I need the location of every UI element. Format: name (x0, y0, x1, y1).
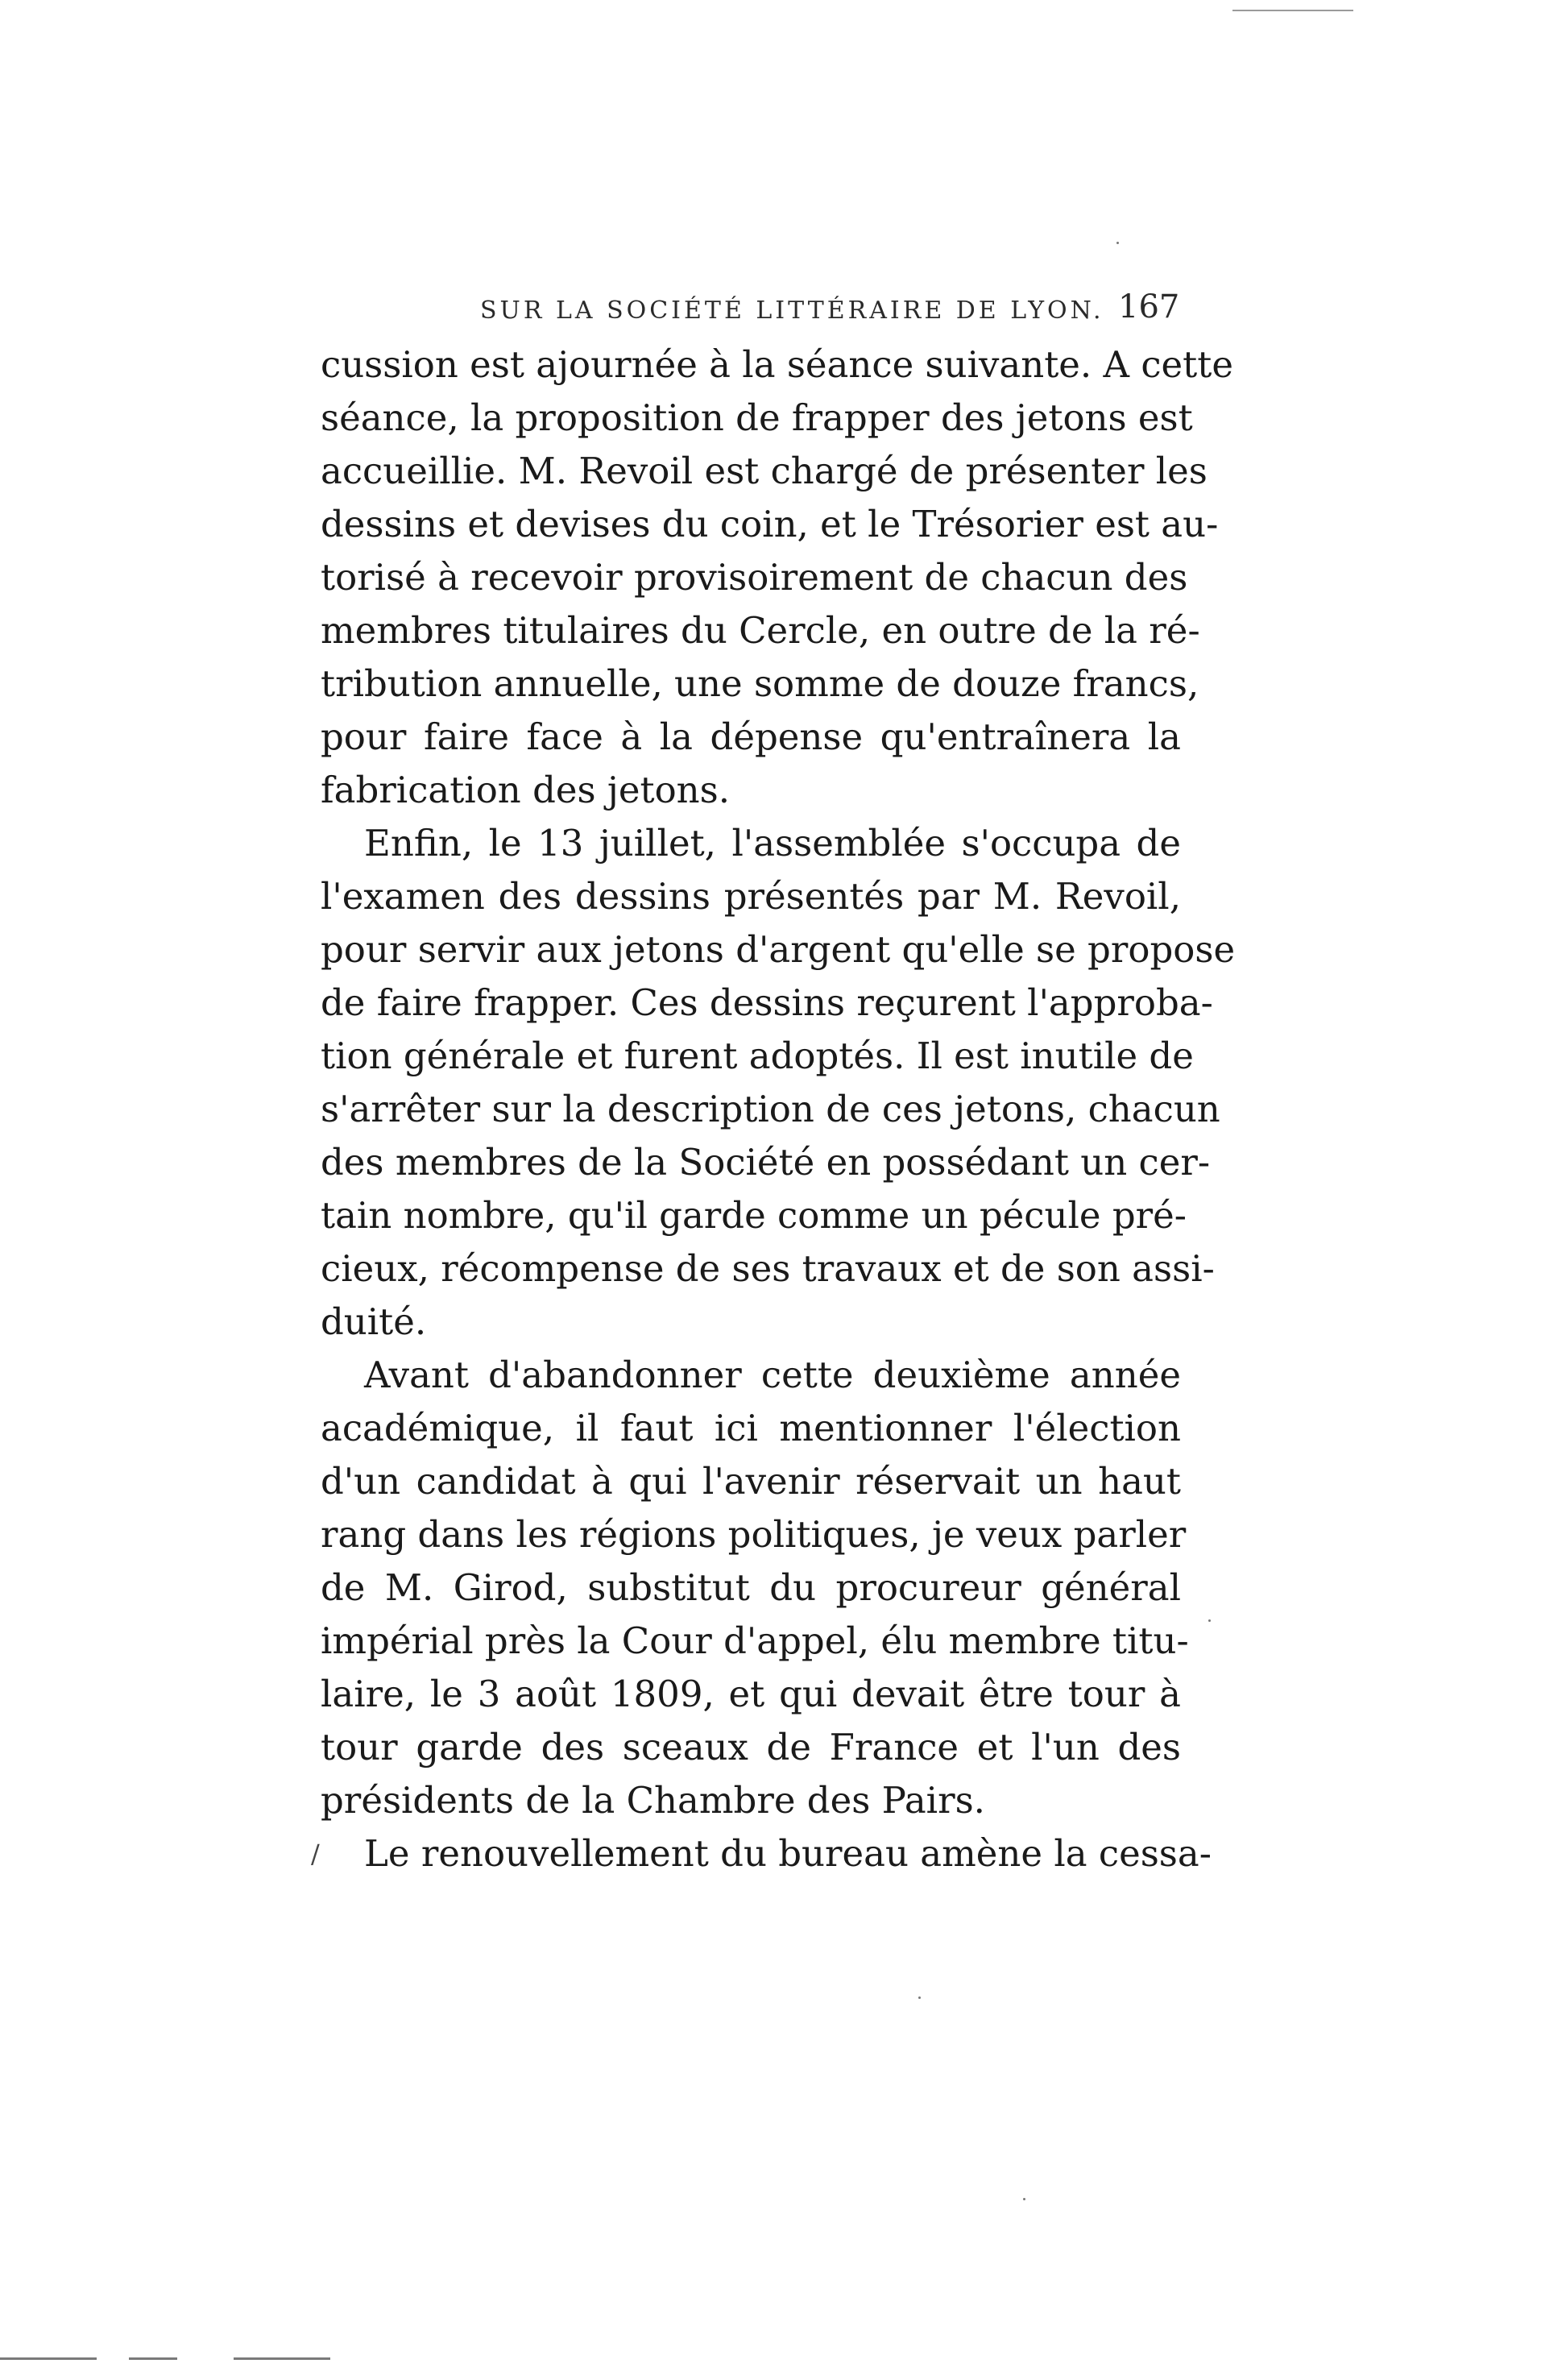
text-line: accueillie. M. Revoil est chargé de présenter les (321, 450, 1208, 492)
text-line: tour garde des sceaux de France et l'un des (321, 1726, 1181, 1768)
text-line: torisé à recevoir provisoirement de chacun des (321, 556, 1188, 599)
text-line: séance, la proposition de frapper des jetons est (321, 396, 1193, 439)
running-header: SUR LA SOCIÉTÉ LITTÉRAIRE DE LYON. (480, 296, 1104, 325)
text-line: rang dans les régions politiques, je veux parler (321, 1513, 1187, 1556)
scan-speck (1116, 242, 1119, 244)
text-line: l'examen des dessins présentés par M. Revoil, (321, 875, 1181, 918)
margin-mark: / (311, 1839, 320, 1869)
text-line: académique, il faut ici mentionner l'élection (321, 1407, 1181, 1449)
text-line: pour servir aux jetons d'argent qu'elle se propose (321, 928, 1236, 971)
text-line: impérial près la Cour d'appel, élu membre titu- (321, 1619, 1189, 1662)
text-line: des membres de la Société en possédant un cer- (321, 1141, 1211, 1184)
scan-speck (918, 1996, 921, 1999)
text-line: cieux, récompense de ses travaux et de son assi- (321, 1247, 1215, 1290)
text-line: dessins et devises du coin, et le Trésorier est au- (321, 503, 1219, 545)
text-line: tribution annuelle, une somme de douze francs, (321, 662, 1199, 705)
text-line: Avant d'abandonner cette deuxième année (364, 1354, 1181, 1396)
text-line: d'un candidat à qui l'avenir réservait un haut (321, 1460, 1181, 1503)
text-line: tion générale et furent adoptés. Il est inutile de (321, 1035, 1194, 1077)
text-line: duité. (321, 1300, 427, 1343)
text-line: laire, le 3 août 1809, et qui devait être tour à (321, 1673, 1181, 1715)
text-line: Le renouvellement du bureau amène la cessa- (364, 1832, 1212, 1875)
text-line: pour faire face à la dépense qu'entraînera la (321, 715, 1181, 758)
text-line: tain nombre, qu'il garde comme un pécule pré- (321, 1194, 1187, 1237)
text-line: cussion est ajournée à la séance suivante. A cette (321, 343, 1233, 386)
text-line: de faire frapper. Ces dessins reçurent l'approba- (321, 981, 1213, 1024)
scan-speck (1023, 2198, 1025, 2200)
text-line: membres titulaires du Cercle, en outre de la ré- (321, 609, 1200, 652)
page-number: 167 (1118, 288, 1180, 325)
text-line: de M. Girod, substitut du procureur général (321, 1566, 1181, 1609)
text-line: présidents de la Chambre des Pairs. (321, 1779, 985, 1822)
scan-edge-line-bottom (0, 2357, 354, 2360)
scan-edge-line-top (1232, 10, 1353, 11)
text-line: s'arrêter sur la description de ces jetons, chacun (321, 1088, 1220, 1130)
scan-speck (1208, 1619, 1211, 1622)
text-line: Enfin, le 13 juillet, l'assemblée s'occupa de (364, 822, 1181, 865)
body-text (321, 338, 1236, 1880)
text-line: fabrication des jetons. (321, 769, 731, 811)
